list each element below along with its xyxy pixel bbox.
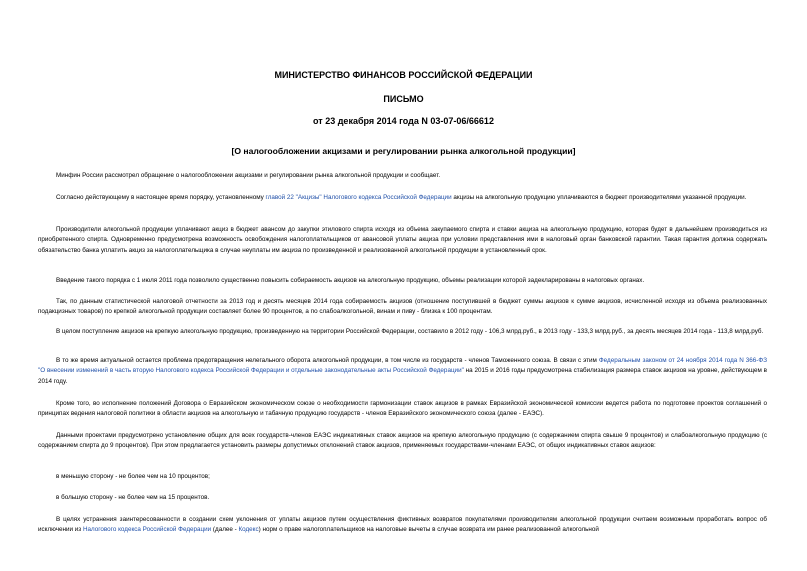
link-federal-law-366[interactable]: Федеральным законом от 24 ноября 2014 года N 366-ФЗ "О внесении изменений в часть вторую Налогового кодекса Российской Федерации и отдельные законодательные акты Российской Федерации" [38,357,767,375]
paragraph-7-text-a: В то же время актуальной остается проблема предотвращения нелегального оборота алкогольной продукции, в том числе из государств - членов Таможенного союза. В связи с этим [56,357,599,364]
paragraph-12-text-b: (далее - [211,526,239,534]
paragraph-2 [38,193,767,203]
document-type-heading: ПИСЬМО [383,94,424,104]
paragraph-12-text-c: ) норм о праве налогоплательщиков на налоговые вычеты в случае возврата им ранее реализованной алкогольной [258,526,599,534]
paragraph-9: Данными проектами предусмотрено установление общих для всех государств-членов ЕАЭС индикативных ставок акцизов на крепкую алкогольную продукцию (с содержанием спирта свыше 9 процентов) и слабоалкогольную продукцию (с содержанием спирта до 9 процентов). При этом предлагается установить размеры допустимых отклонений ставок акцизов, применяемых государствами-членами ЕАЭС, от общих индикативных ставок акцизов: [38,432,767,450]
paragraph-2-text-b: акцизы на алкогольную продукцию уплачиваются в бюджет производителями указанной продукции. [451,194,747,201]
link-code[interactable]: Кодекс [238,526,259,534]
paragraph-3: Производители алкогольной продукции уплачивают акциз в бюджет авансом до закупки этилового спирта исходя из объема закупаемого спирта и ставки акциза на алкогольную продукцию, которая будет в дальнейшем производиться из приобретенного спирта. Одновременно предусмотрена возможность освобождения налогоплательщиков от авансовой уплаты акциза при условии представления ими в налоговый орган банковской гарантии. Такая гарантия должна содержать обязательство банка уплатить акциз за налогоплательщика в случае неуплаты им акциза по произведенной и реализованной алкогольной продукции в установленный срок. [38,226,767,254]
document-date-number: от 23 декабря 2014 года N 03-07-06/66612 [313,116,494,126]
paragraph-5: Так, по данным статистической налоговой отчетности за 2013 год и десять месяцев 2014 года собираемость акцизов (отношение поступившей в бюджет суммы акцизов к сумме акцизов, исчисленной исходя из объема реализованных подакцизных товаров) по крепкой алкогольной продукции составляет более 90 процентов, а по слабоалкогольной, винам и пиву - близка к 100 процентам. [38,298,767,316]
paragraph-10: в меньшую сторону - не более чем на 10 процентов; [56,473,210,480]
paragraph-12 [38,515,767,536]
paragraph-1: Минфин России рассмотрел обращение о налогообложении акцизами и регулировании рынка алкогольной продукции и сообщает. [56,172,441,179]
paragraph-11: в большую сторону - не более чем на 15 процентов. [56,494,210,501]
link-chapter-22-tax-code[interactable]: главой 22 "Акцизы" Налогового кодекса Российской Федерации [265,194,452,201]
paragraph-4: Введение такого порядка с 1 июля 2011 года позволило существенно повысить собираемость акцизов на алкогольную продукцию, объемы реализации которой задекларированы в налоговых органах. [56,277,645,284]
paragraph-8: Кроме того, во исполнение положений Договора о Евразийском экономическом союзе о необходимости гармонизации ставок акцизов в рамках Евразийской экономической комиссии ведется работа по подготовке проектов соглашений о принципах ведения налоговой политики в области акцизов на алкогольную и табачную продукцию государств - членов Евразийского экономического союза (далее - ЕАЭС). [38,400,767,418]
paragraph-2-text-a: Согласно действующему в настоящее время порядку, установленному [56,194,266,201]
paragraph-7 [38,356,767,387]
document-subject: [О налогообложении акцизами и регулировании рынка алкогольной продукции] [231,146,576,156]
link-tax-code[interactable]: Налогового кодекса Российской Федерации [82,526,212,534]
paragraph-6: В целом поступление акцизов на крепкую алкогольную продукцию, произведенную на территории Российской Федерации, составило в 2012 году - 106,3 млрд.руб., в 2013 году - 133,3 млрд.руб., за десять месяцев 2014 года - 113,8 млрд.руб. [56,328,764,335]
paragraph-7-text-b: на 2015 и 2016 годы предусмотрена стабилизация размера ставок акцизов на уровне, действующем в 2014 году. [38,367,768,385]
paragraph-12-text-a: В целях устранения заинтересованности в создании схем уклонения от уплаты акцизов путем осуществления фиктивных возвратов покупателями производителям алкогольной продукции считаем возможным проработать вопрос об исключении из [38,516,767,534]
ministry-heading: МИНИСТЕРСТВО ФИНАНСОВ РОССИЙСКОЙ ФЕДЕРАЦИИ [274,70,533,80]
